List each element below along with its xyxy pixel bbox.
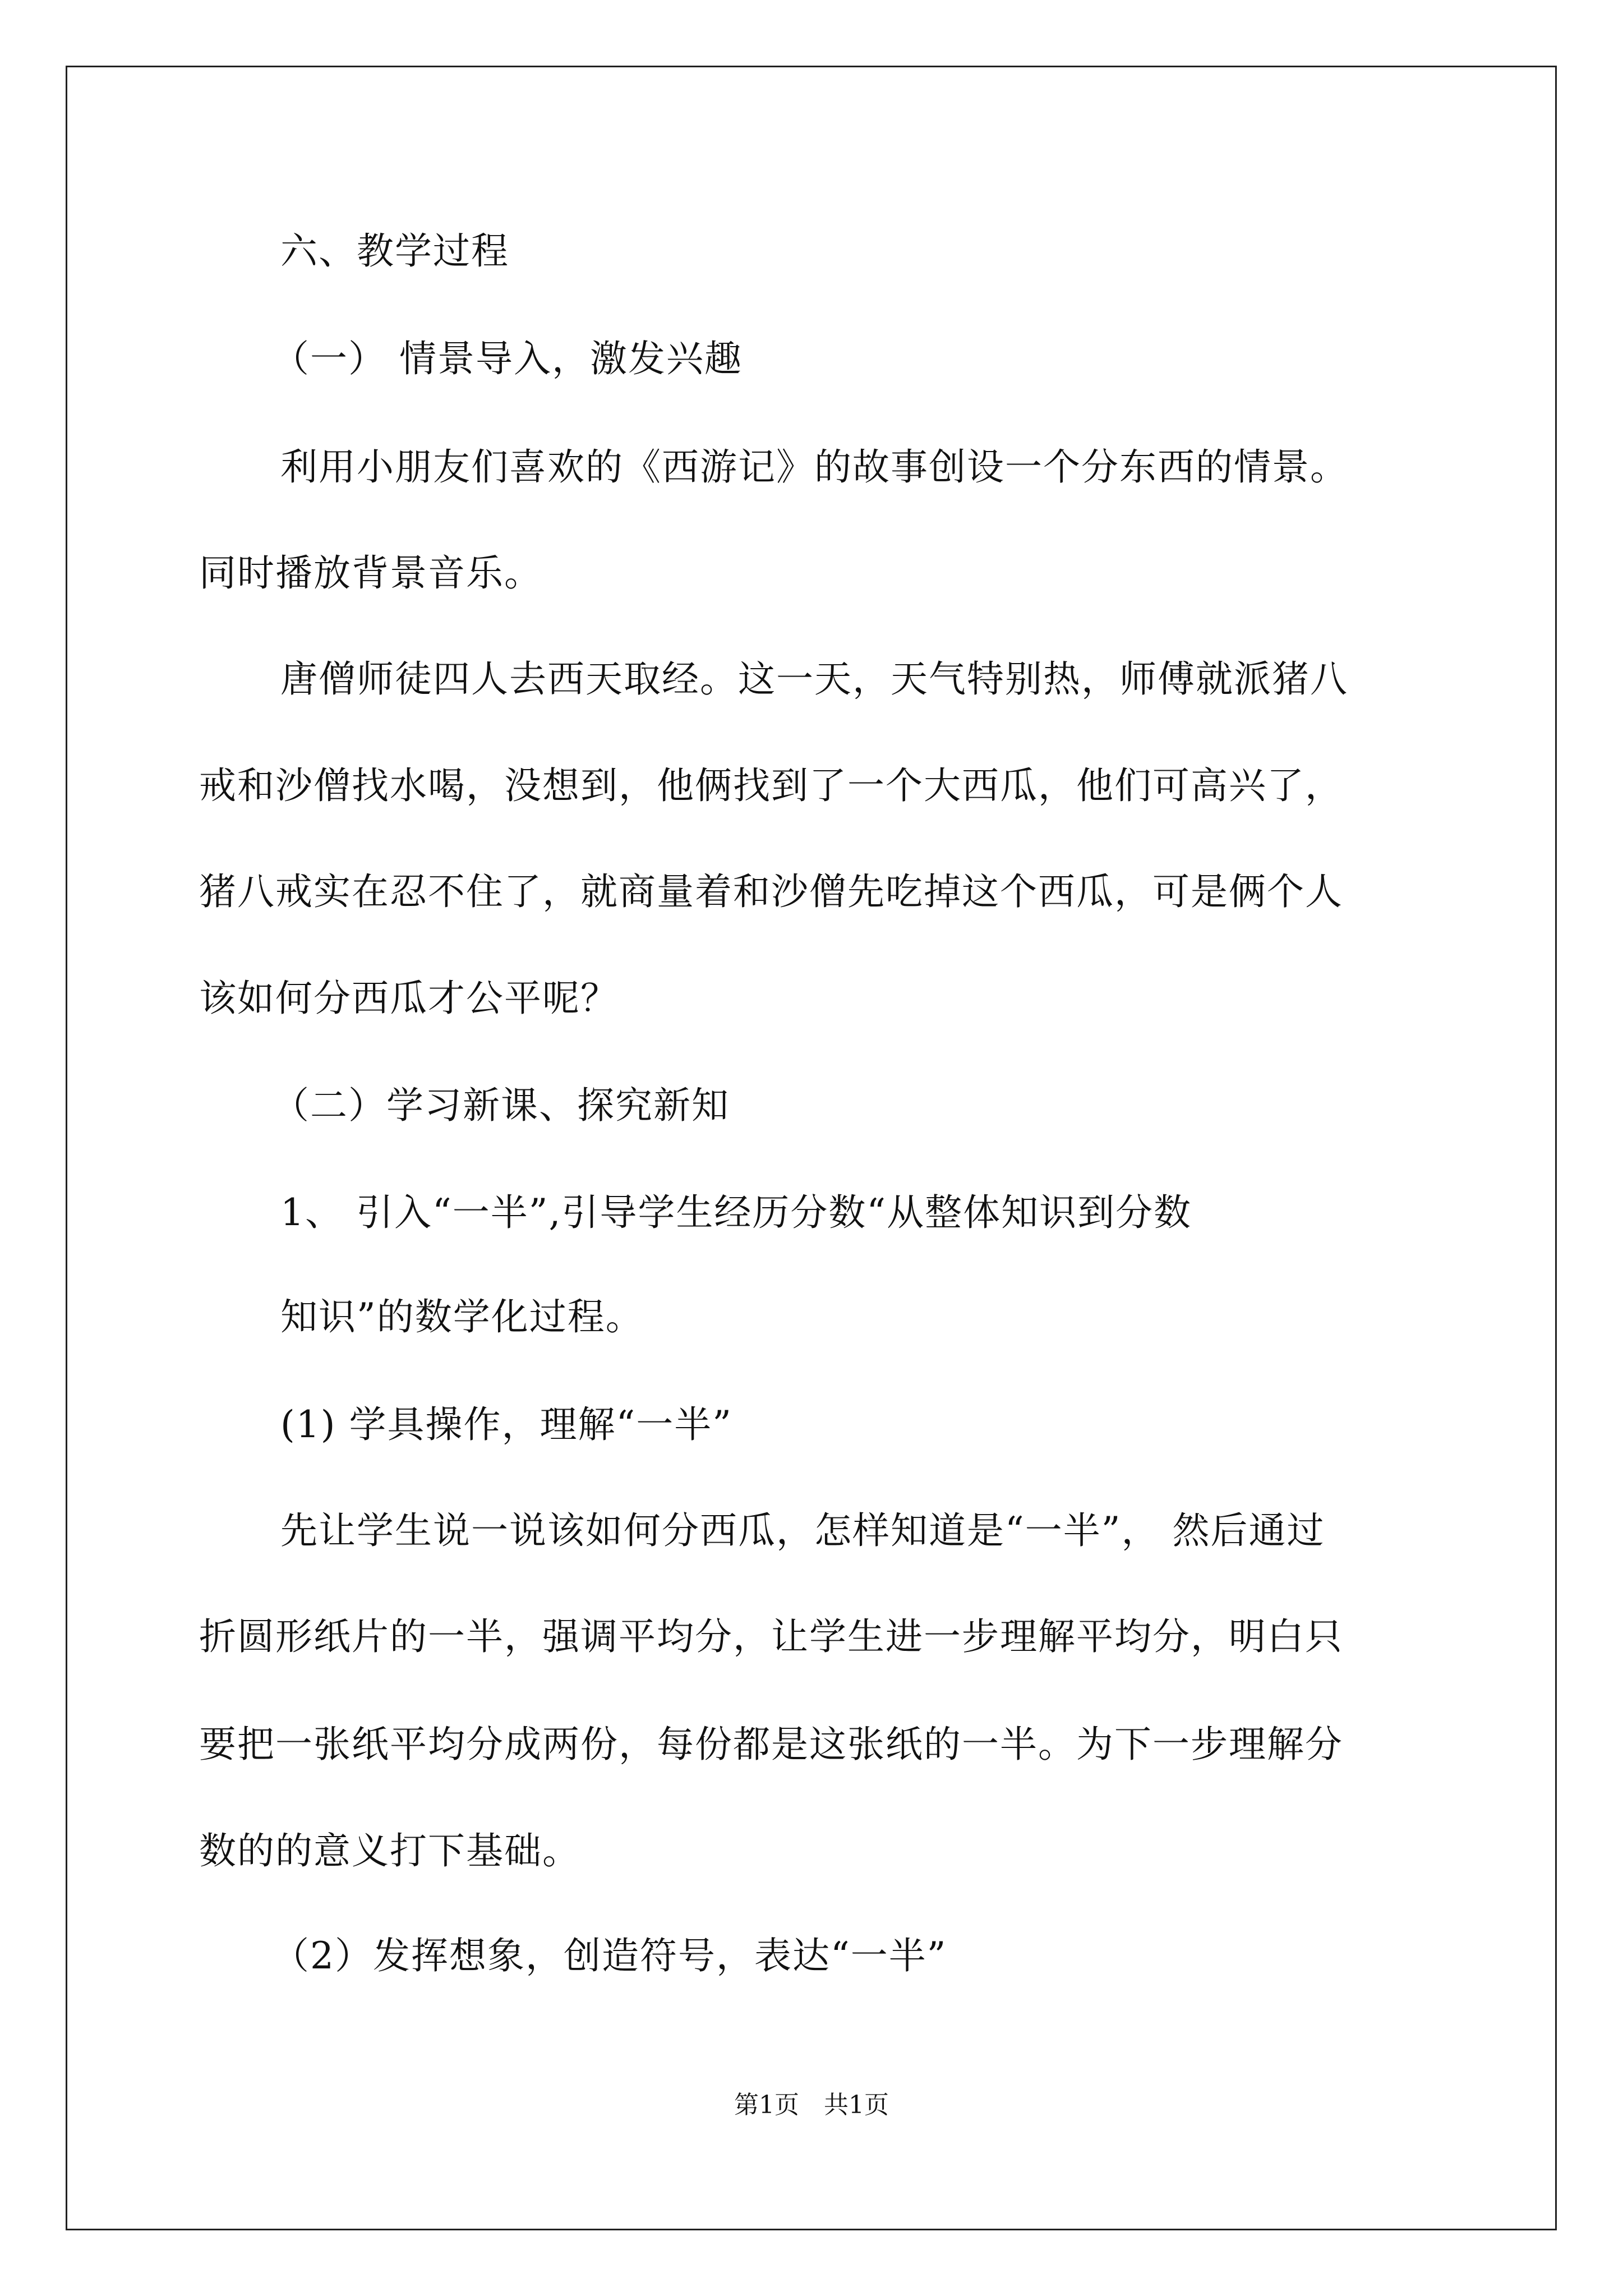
paragraph-line: 知识”的数学化过程。 — [280, 1295, 644, 1338]
numbered-item: 1、 引入“一半”,引导学生经历分数“从整体知识到分数 — [280, 1191, 1192, 1234]
paragraph-line: 数的的意义打下基础。 — [199, 1829, 580, 1872]
paragraph-line: 唐僧师徒四人去西天取经。这一天，天气特别热，师傅就派猪八 — [280, 657, 1348, 701]
page-footer: 第1页 共1页 — [734, 2091, 889, 2119]
paragraph-line: 猪八戒实在忍不住了，就商量着和沙僧先吃掉这个西瓜，可是俩个人 — [199, 870, 1343, 913]
numbered-item: （2）发挥想象，创造符号，表达“一半” — [272, 1934, 947, 1977]
paragraph-line: 先让学生说一说该如何分西瓜，怎样知道是“一半”， 然后通过 — [280, 1509, 1325, 1552]
page-border — [66, 66, 1557, 2230]
subsection-heading: （一） 情景导入，激发兴趣 — [272, 337, 743, 380]
numbered-item: (1) 学具操作，理解“一半” — [280, 1403, 732, 1446]
section-heading: 六、教学过程 — [280, 229, 509, 273]
paragraph-line: 折圆形纸片的一半，强调平均分，让学生进一步理解平均分，明白只 — [199, 1615, 1343, 1658]
paragraph-line: 要把一张纸平均分成两份，每份都是这张纸的一半。为下一步理解分 — [199, 1723, 1343, 1766]
paragraph-line: 戒和沙僧找水喝，没想到，他俩找到了一个大西瓜，他们可高兴了， — [199, 764, 1343, 807]
paragraph-line: 该如何分西瓜才公平呢？ — [199, 977, 619, 1020]
paragraph-line: 利用小朋友们喜欢的《西游记》的故事创设一个分东西的情景。 — [280, 445, 1348, 489]
paragraph-line: 同时播放背景音乐。 — [199, 551, 542, 595]
subsection-heading: （二）学习新课、探究新知 — [272, 1084, 730, 1127]
